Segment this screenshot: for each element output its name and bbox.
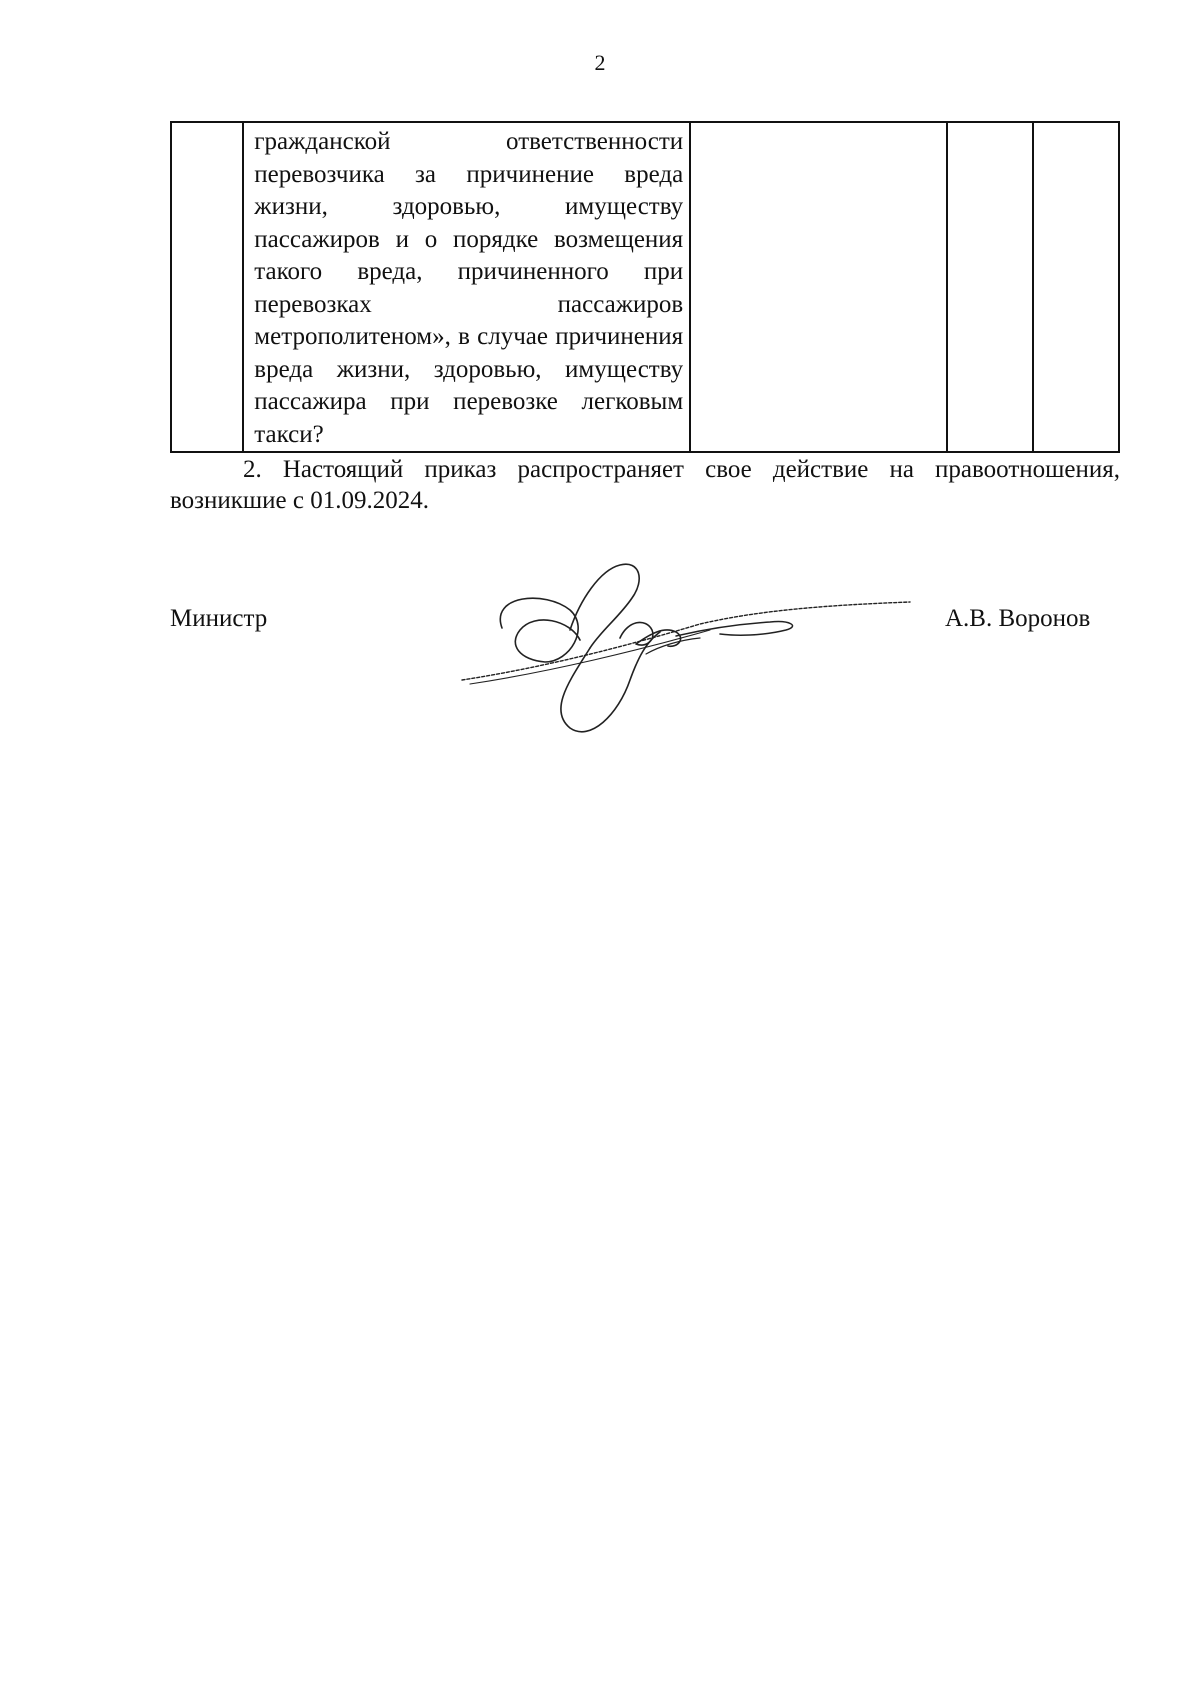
table-row — [171, 122, 1119, 452]
requirements-table — [170, 121, 1120, 453]
table-cell-no — [1033, 122, 1119, 452]
table-cell-requisites — [690, 122, 947, 452]
table-cell-yes — [947, 122, 1032, 452]
signer-name: А.В. Воронов — [945, 605, 1091, 632]
paragraph-effective-date: 2. Настоящий приказ распространяет свое действие на правоотношения, возникшие с 01.09.2024. — [170, 456, 1120, 514]
signer-title: Министр — [170, 605, 268, 632]
handwritten-signature — [450, 550, 920, 740]
page-number: 2 — [594, 50, 606, 75]
cell-question-text: гражданской ответственности перевозчика за причинение вреда жизни, здоровью, имуществу пассажиров и о порядке возмещения такого вреда, причиненного при перевозках пассажиров метрополитеном», в случае причинения вреда жизни, здоровью, имуществу пассажира при перевозке легковым такси? — [254, 128, 684, 448]
table-cell-question — [243, 122, 690, 452]
table-cell-number — [171, 122, 243, 452]
